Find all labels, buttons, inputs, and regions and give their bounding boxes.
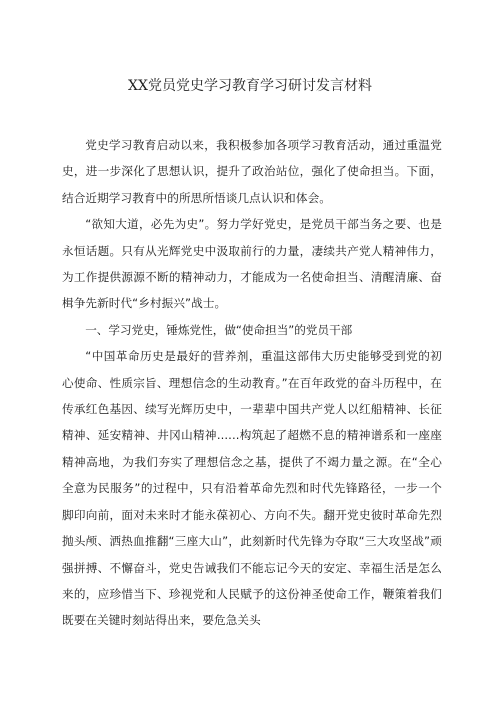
intro-paragraph: 党史学习教育启动以来，我积极参加各项学习教育活动，通过重温党史，进一步深化了思想认识，提升了政治站位，强化了使命担当。下面，结合近期学习教育中的所思所悟谈几点认识和体会。 — [62, 138, 442, 205]
history-paragraph: “欲知大道，必先为史”。努力学好党史，是党员干部当务之要、也是永恒话题。只有从光辉党史中汲取前行的力量，凄续共产党人精神伟力，为工作提供源源不断的精神动力，才能成为一名使命担当、清醒清廉、奋楫争先新时代“乡村振兴”战士。 — [62, 217, 442, 311]
section-paragraph: “中国革命历史是最好的营养剂，重温这部伟大历史能够受到党的初心使命、性质宗旨、理想信念的生动教育。”在百年政党的奋斗历程中，在传承红色基因、续写光辉历史中，一辈辈中国共产党人以红船精神、长征精神、延安精神、井冈山精神......构筑起了超燃不息的精神谱系和一座座精神高地，为我们夯实了理想信念之基，提供了不竭力量之源。在“全心全意为民服务”的过程中，只有沿着革命先烈和时代先锋路径，一步一个脚印向前，面对未来时才能永葆初心、方向不失。翻开党史彼时革命先烈抛头颅、洒热血推翻“三座大山”，此刻新时代先锋为夺取“三大攻坚战”顽强拼搏、不懈奋斗，党史告诫我们不能忘记今天的安定、幸福生活是怎么来的，应珍惜当下、珍视党和人民赋予的这份神圣使命工作，鞭策着我们既要在关键时刻站得出来，要危急关头 — [62, 349, 442, 628]
section-heading: 一、学习党史，锤炼党性，做“使命担当”的党员干部 — [85, 322, 353, 337]
document-body — [62, 132, 442, 634]
document-title: XX党员党史学习教育学习研讨发言材料 — [128, 78, 372, 94]
